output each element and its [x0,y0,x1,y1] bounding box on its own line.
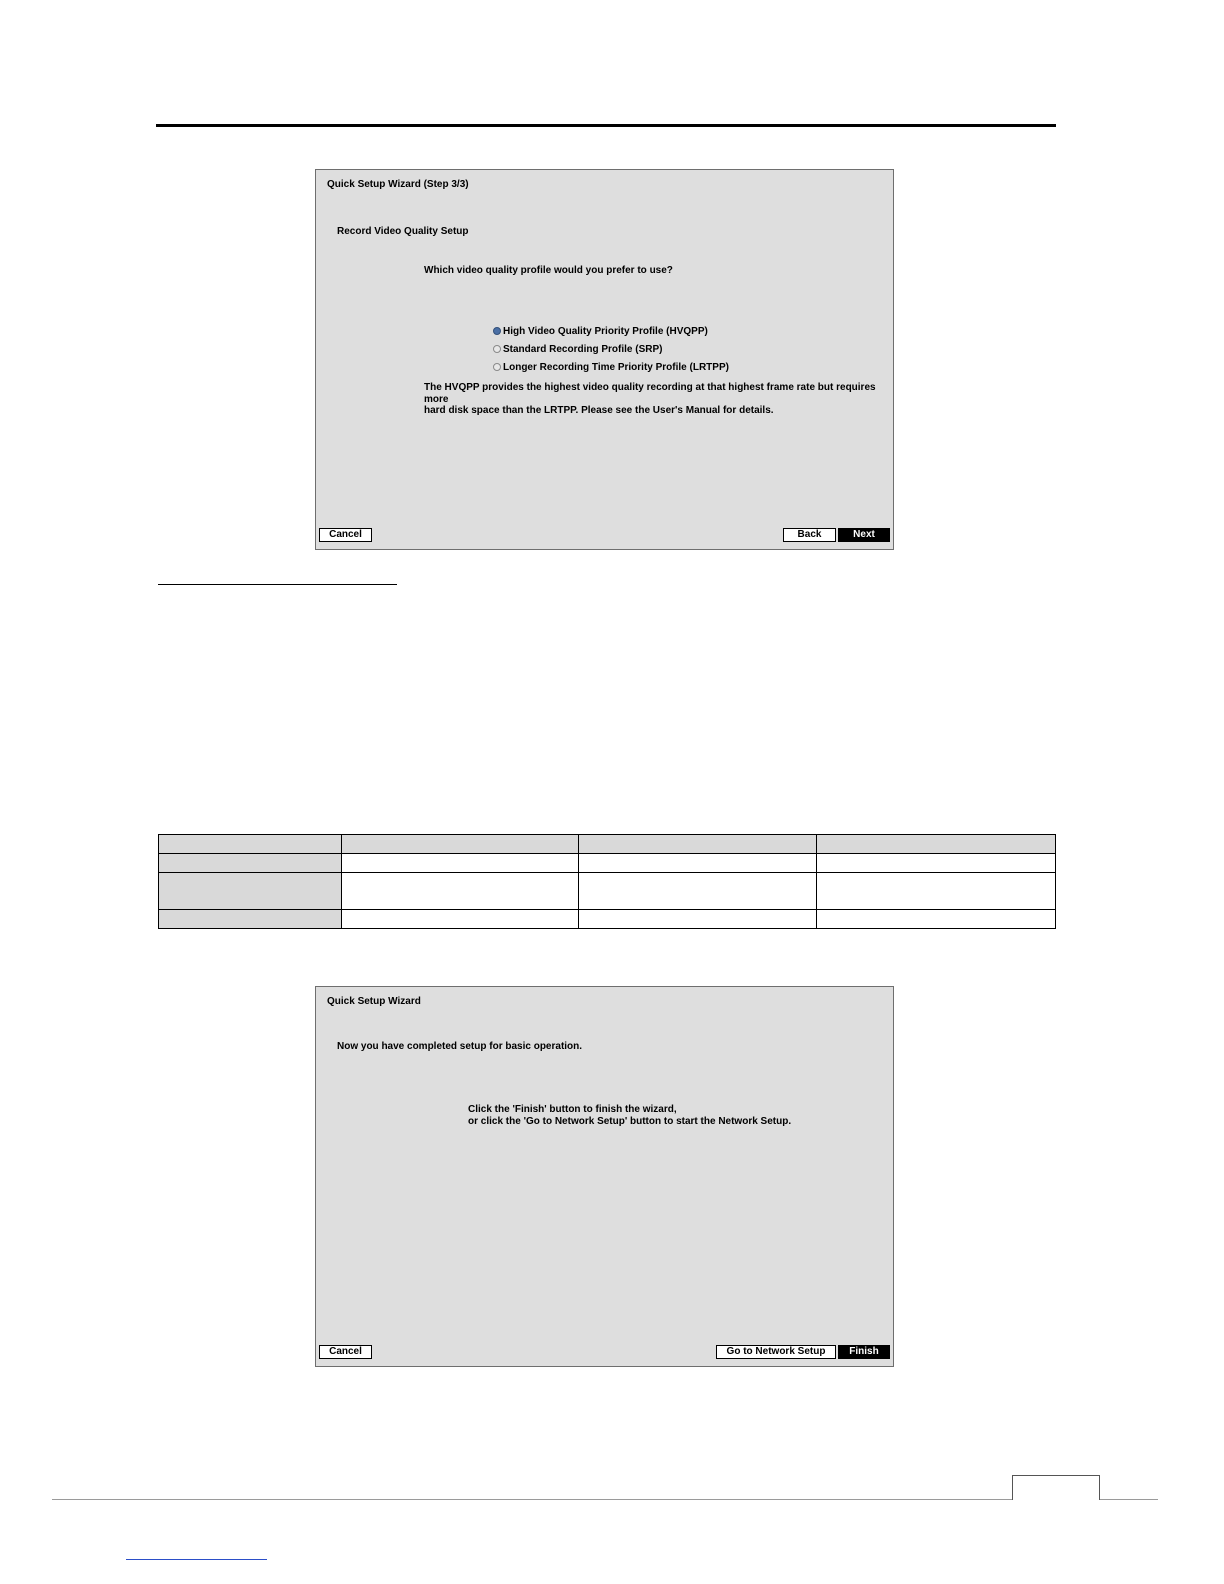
quick-setup-wizard-final-dialog [315,986,894,1367]
table-row-header-cell [159,910,342,929]
section-heading: Record Video Quality Setup [337,226,469,237]
table-cell [579,910,817,929]
table-cell [579,854,817,873]
table-row-header-cell [159,854,342,873]
dialog-title: Quick Setup Wizard [327,996,421,1007]
message-line: or click the 'Go to Network Setup' button to start the Network Setup. [468,1115,792,1127]
finish-button[interactable]: Finish [838,1345,890,1359]
footer-rule [52,1499,1158,1500]
radio-option-label: High Video Quality Priority Profile (HVQPP) [503,325,708,337]
back-button[interactable]: Back [783,528,836,542]
radio-option-label: Longer Recording Time Priority Profile (LRTPP) [503,361,729,373]
description-line: hard disk space than the LRTPP. Please see the User's Manual for details. [424,405,774,416]
table-header-cell [159,835,342,854]
profile-comparison-table [158,834,1056,929]
quick-setup-wizard-step3-dialog [315,169,894,550]
next-button[interactable]: Next [838,528,890,542]
radio-selected-icon[interactable] [493,327,501,335]
description-line: The HVQPP provides the highest video quality recording at that highest frame rate but requires more [424,382,876,405]
table-cell [342,910,579,929]
page-number-tab [1012,1475,1100,1500]
cancel-button[interactable]: Cancel [319,1345,372,1359]
table-header-cell [579,835,817,854]
cancel-button[interactable]: Cancel [319,528,372,542]
completion-message [468,1104,888,1127]
table-row [159,910,1056,929]
table-header-cell [342,835,579,854]
table-cell [342,873,579,910]
radio-option-hvqpp[interactable] [493,324,708,338]
dialog-title: Quick Setup Wizard (Step 3/3) [327,179,469,190]
header-rule [156,124,1056,127]
profile-question: Which video quality profile would you prefer to use? [424,265,673,276]
table-cell [817,873,1056,910]
table-row [159,854,1056,873]
table-header-row [159,835,1056,854]
radio-unselected-icon[interactable] [493,363,501,371]
completion-heading: Now you have completed setup for basic operation. [337,1041,583,1052]
table-cell [817,854,1056,873]
table-row [159,873,1056,910]
profile-description [424,382,884,417]
radio-unselected-icon[interactable] [493,345,501,353]
message-line: Click the 'Finish' button to finish the wizard, [468,1104,677,1115]
table-row-header-cell [159,873,342,910]
table-cell [817,910,1056,929]
radio-option-lrtpp[interactable] [493,360,729,374]
footer-link-underline[interactable] [126,1559,267,1560]
radio-option-srp[interactable] [493,342,662,356]
radio-option-label: Standard Recording Profile (SRP) [503,343,663,355]
go-to-network-setup-button[interactable]: Go to Network Setup [716,1345,836,1359]
section-underline [158,584,397,585]
table-header-cell [817,835,1056,854]
table-cell [579,873,817,910]
table-cell [342,854,579,873]
